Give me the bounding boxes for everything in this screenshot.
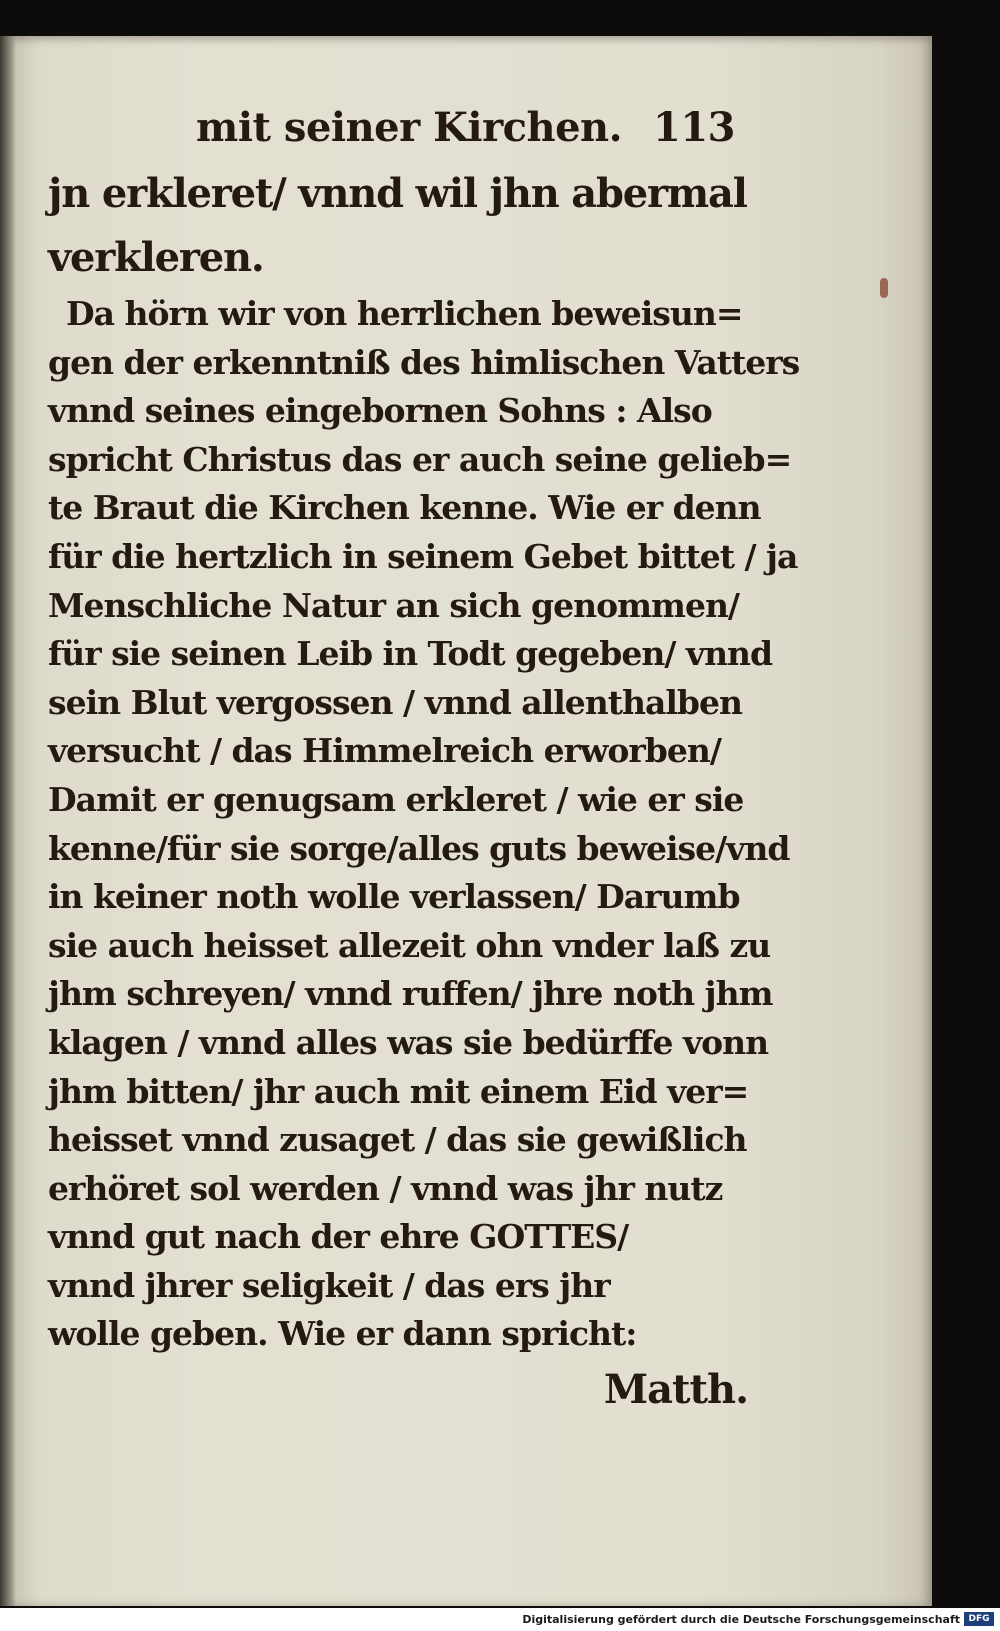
text-line: Da hörn wir von herrlichen beweisun= [66,294,743,333]
running-title: mit seiner Kirchen. [196,104,623,151]
text-line: vnnd gut nach der ehre GOTTES/ [48,1217,629,1257]
text-line: versucht / das Himmelreich erworben/ [48,731,721,771]
text-line: verkleren. [48,234,264,281]
catchword: Matth. [603,1366,748,1414]
text-line: für die hertzlich in seinem Gebet bittet / ja [48,536,798,576]
text-line: wolle geben. Wie er dann spricht: [48,1314,637,1354]
text-line: jhm bitten/ jhr auch mit einem Eid ver= [48,1071,749,1111]
text-line: jn erkleret/ vnnd wil jhn abermal [48,170,747,217]
page-text-block [48,100,800,1421]
text-line: gen der erkenntniß des himlischen Vatters [48,342,800,382]
text-line: klagen / vnnd alles was sie bedürffe vonn [48,1022,769,1062]
text-line: heisset vnnd zusaget / das sie gewißlich [48,1120,747,1160]
page-number: 113 [653,104,735,151]
text-line: jhm schreyen/ vnnd ruffen/ jhre noth jhm [48,974,773,1014]
dfg-logo: DFG [964,1612,994,1626]
ink-spot [880,278,888,298]
text-line: vnnd seines eingebornen Sohns : Also [48,391,712,431]
text-line: vnnd jhrer seligkeit / das ers jhr [48,1265,610,1305]
text-line: für sie seinen Leib in Todt gegeben/ vnnd [48,634,773,674]
text-line: sein Blut vergossen / vnnd allenthalben [48,682,742,722]
text-line: kenne/für sie sorge/alles guts beweise/vnd [48,828,790,868]
text-line: spricht Christus das er auch seine gelieb= [48,439,792,479]
text-line: sie auch heisset allezeit ohn vnder laß zu [48,925,771,965]
text-line: in keiner noth wolle verlassen/ Darumb [48,877,740,917]
funding-credit: Digitalisierung gefördert durch die Deutsche Forschungsgemeinschaft [522,1613,960,1626]
text-line: Damit er genugsam erkleret / wie er sie [48,779,744,819]
running-head [48,100,748,162]
text-line: erhöret sol werden / vnnd was jhr nutz [48,1168,723,1208]
text-line: te Braut die Kirchen kenne. Wie er denn [48,488,761,528]
footer-bar [0,1608,1000,1631]
text-line: Menschliche Natur an sich genommen/ [48,585,739,625]
page-gutter-shadow [0,36,16,1606]
